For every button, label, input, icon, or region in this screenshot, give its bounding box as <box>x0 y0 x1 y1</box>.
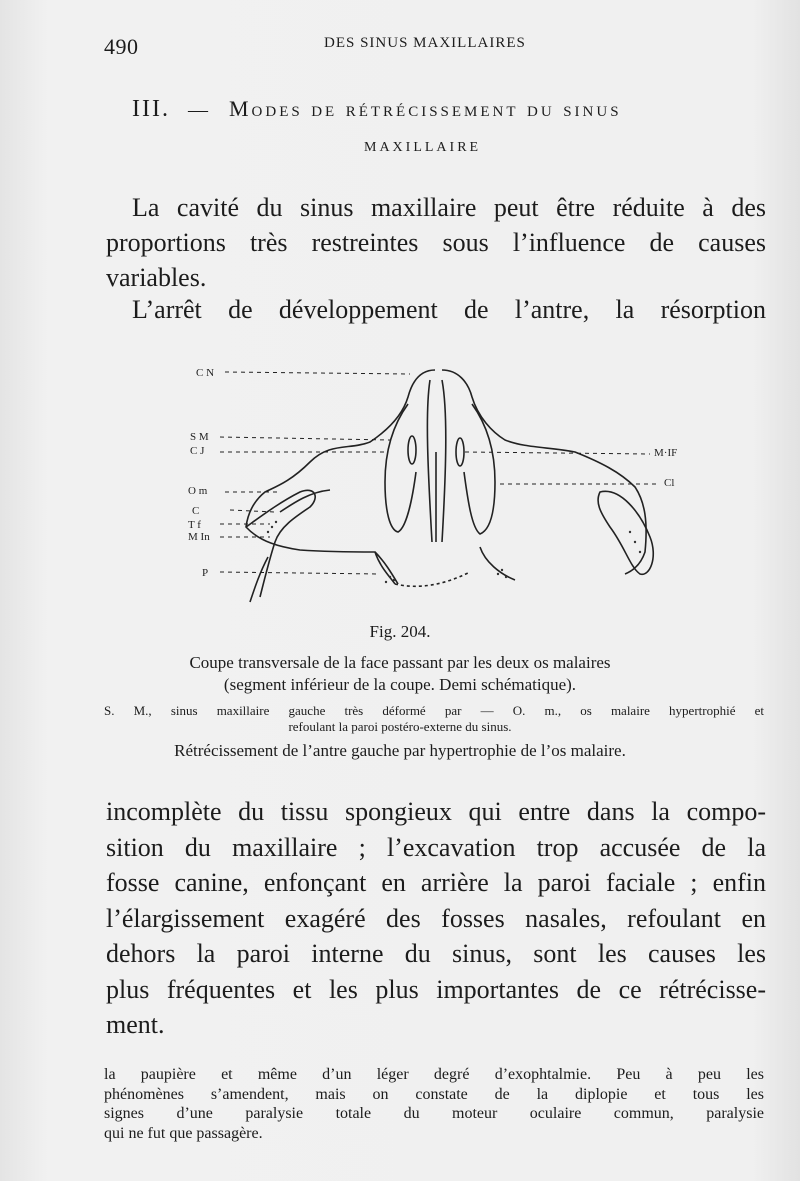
footnote-text <box>104 1065 764 1143</box>
label-p: P <box>202 567 209 579</box>
left-turbinate <box>408 436 416 464</box>
septum-right <box>442 380 446 542</box>
text-line: l’élargissement exagéré des fosses nasales, refoulant en <box>106 903 766 933</box>
left-malar <box>246 490 315 597</box>
text-line: L’arrêt de développement de l’antre, la résorption <box>132 295 766 324</box>
section-title-text: Modes de rétrécissement du sinus <box>228 96 622 121</box>
text-line: dehors la paroi interne du sinus, sont les causes les <box>106 939 766 968</box>
label-sm: S M <box>190 431 209 443</box>
label-mif: M·IF <box>654 447 678 459</box>
septum-left <box>427 380 432 542</box>
right-contour <box>442 370 646 574</box>
label-om: O m <box>188 485 208 497</box>
text-line: fosse canine, enfonçant en arrière la paroi faciale ; enfin <box>106 868 766 897</box>
label-cj: C J <box>190 445 205 457</box>
text-line: ment. <box>106 1010 165 1039</box>
paragraph-1 <box>106 190 766 295</box>
anatomical-figure <box>180 352 700 622</box>
text-line: plus fréquentes et les plus importantes de ce rétrécisse- <box>106 974 766 1004</box>
section-number: III. <box>132 96 170 122</box>
right-malar <box>598 491 653 574</box>
note-line: la paupière et même d’un léger degré d’exophtalmie. Peu à peu les <box>104 1066 764 1083</box>
note-line: signes d’une paralysie totale du moteur oculaire commun, paralysie <box>104 1105 764 1122</box>
figure-caption-line3: Rétrécissement de l’antre gauche par hypertrophie de l’os malaire. <box>174 741 626 760</box>
figure-caption-line1: Coupe transversale de la face passant par les deux os malaires <box>189 653 611 672</box>
text-line: variables. <box>106 263 207 292</box>
figure-legend-line2: refoulant la paroi postéro-externe du sinus. <box>288 719 512 734</box>
paragraph-2 <box>106 292 766 327</box>
figure-legend-line1: S. M., sinus maxillaire gauche très déformé par — O. m., os malaire hypertrophié et <box>104 703 764 718</box>
figure-number: Fig. 204. <box>369 622 431 641</box>
figure-caption-line2: (segment inférieur de la coupe. Demi schématique). <box>223 675 577 694</box>
section-dash: — <box>187 99 211 121</box>
page-number: 490 <box>104 34 139 59</box>
label-tf: T f <box>188 519 201 531</box>
text-line: proportions très restreintes sous l’influence de causes <box>106 228 766 257</box>
label-cn: C N <box>196 367 215 379</box>
text-line: incomplète du tissu spongieux qui entre dans la compo- <box>106 797 766 826</box>
right-sinus <box>464 404 495 534</box>
label-min: M In <box>188 531 210 543</box>
note-line: qui ne fut que passagère. <box>104 1124 263 1142</box>
running-head: DES SINUS MAXILLAIRES <box>324 35 526 51</box>
cross-section-drawing <box>180 352 700 622</box>
note-line: phénomènes s’amendent, mais on constate de la diplopie et tous les <box>104 1085 764 1103</box>
text-line: La cavité du sinus maxillaire peut être réduite à des <box>132 193 766 222</box>
section-title-line2: maxillaire <box>364 134 482 156</box>
text-line: sition du maxillaire ; l’excavation trop accusée de la <box>106 832 766 862</box>
left-sinus <box>385 404 416 532</box>
right-turbinate <box>456 438 464 466</box>
paragraph-3 <box>106 794 766 1043</box>
left-contour <box>246 370 435 584</box>
section-title-line1 <box>132 96 622 123</box>
label-c: C <box>192 505 200 517</box>
label-cl: Cl <box>664 477 675 489</box>
